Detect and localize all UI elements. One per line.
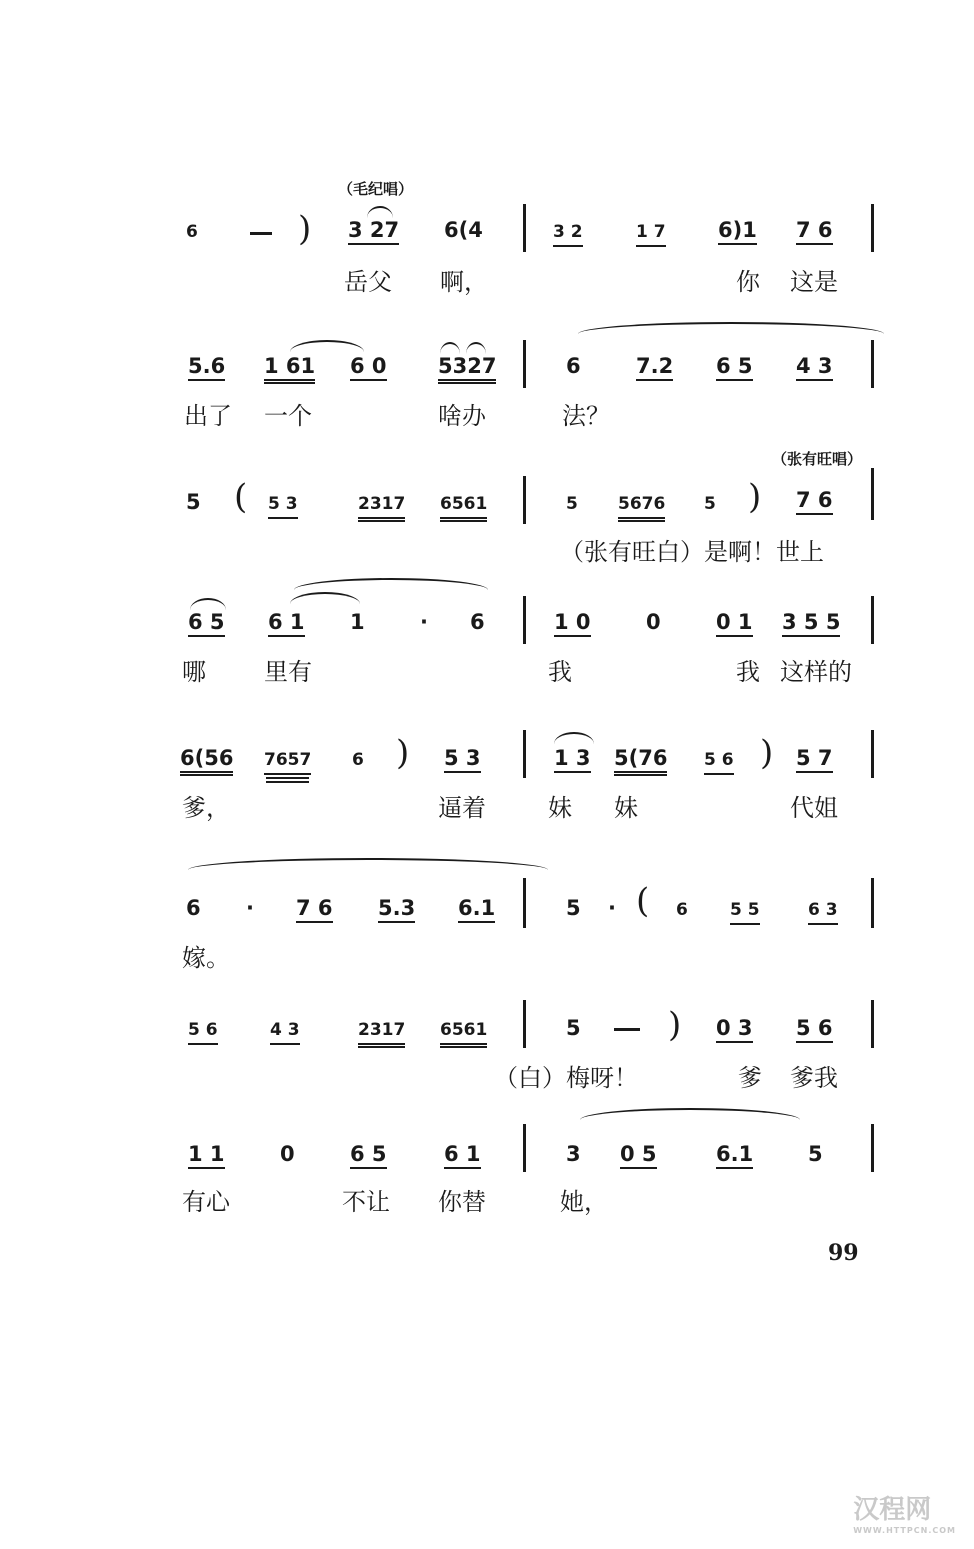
note: 1 — [350, 610, 365, 634]
bar-line — [523, 596, 526, 644]
note: 6561 — [440, 492, 487, 522]
note: 5 6 — [796, 1016, 833, 1043]
slur — [466, 342, 486, 354]
note: 3 — [566, 1142, 581, 1166]
bar-line — [871, 468, 874, 520]
paren-close: ) — [298, 209, 312, 249]
note: 0 3 — [716, 1016, 753, 1043]
note: 6(4 — [444, 218, 483, 242]
lyric: 我 — [548, 658, 572, 686]
note: 1 0 — [554, 610, 591, 637]
paren-close: ) — [760, 733, 774, 773]
lyric: 爹我 — [790, 1064, 838, 1092]
dash-sustain — [614, 1028, 640, 1031]
note: 5 — [186, 490, 201, 514]
note: 6 1 — [268, 610, 305, 637]
paren-close: ) — [748, 477, 762, 517]
note: 6 0 — [350, 354, 387, 381]
note: 3 2 — [553, 220, 583, 247]
lyric: 妹 — [614, 794, 638, 822]
note: 6 5 — [716, 354, 753, 381]
slur — [554, 732, 594, 744]
role-label-maoji: （毛纪唱） — [338, 180, 414, 198]
note: 5 7 — [796, 746, 833, 773]
bar-line — [523, 1000, 526, 1048]
note: 6 1 — [444, 1142, 481, 1169]
slur — [294, 578, 488, 590]
lyric: （白）梅呀！ — [494, 1064, 638, 1092]
note: 6 5 — [350, 1142, 387, 1169]
lyric: 你替 — [438, 1188, 486, 1216]
paren-open: ( — [636, 881, 650, 921]
note: 5 6 — [188, 1018, 218, 1045]
lyric: 这样的 — [780, 658, 852, 686]
bar-line — [871, 878, 874, 928]
lyric: 啥办 — [438, 402, 486, 430]
note: 6 — [186, 222, 198, 242]
note: 6)1 — [718, 218, 757, 245]
lyric: （张有旺白）是啊！世上 — [560, 538, 824, 566]
note: 5 — [566, 896, 581, 920]
lyric: 逼着 — [438, 794, 486, 822]
note: 0 1 — [716, 610, 753, 637]
paren-open: ( — [234, 477, 248, 517]
note: 6 5 — [188, 610, 225, 637]
lyric: 有心 — [182, 1188, 230, 1216]
bar-line — [871, 596, 874, 644]
bar-line — [523, 204, 526, 252]
note: 6.1 — [458, 896, 495, 923]
note: 1 61 — [264, 354, 315, 384]
lyric: 一个 — [264, 402, 312, 430]
lyric: 不让 — [342, 1188, 390, 1216]
note: 5676 — [618, 492, 665, 522]
lyric: 妹 — [548, 794, 572, 822]
note: 7657 — [264, 748, 311, 775]
page-number: 99 — [828, 1240, 859, 1266]
lyric: 这是 — [790, 268, 838, 296]
note: 5 — [704, 494, 716, 514]
note: 5327 — [438, 354, 496, 384]
note: 6 — [470, 610, 485, 634]
note: 7 6 — [796, 488, 833, 515]
slur — [580, 1108, 800, 1120]
bar-line — [871, 340, 874, 388]
note: 7.2 — [636, 354, 673, 381]
bar-line — [871, 1000, 874, 1048]
watermark-url: WWW.HTTPCN.COM — [853, 1526, 956, 1535]
slur — [188, 858, 548, 870]
note: 5 6 — [704, 748, 734, 775]
note: 5 — [566, 494, 578, 514]
note: 3 27 — [348, 218, 399, 245]
note: 3 5 5 — [782, 610, 840, 637]
lyric: 嫁。 — [182, 944, 230, 972]
note: 4 3 — [796, 354, 833, 381]
note: 1 7 — [636, 220, 666, 247]
note: · — [608, 896, 616, 920]
lyric: 爹， — [182, 794, 230, 822]
note: 6(56 — [180, 746, 233, 776]
note: 5 3 — [268, 492, 298, 519]
bar-line — [523, 1124, 526, 1172]
slur — [290, 592, 360, 604]
note: 6 3 — [808, 898, 838, 925]
note: 1 1 — [188, 1142, 225, 1169]
lyric: 啊， — [440, 268, 488, 296]
note: 0 — [280, 1142, 295, 1166]
bar-line — [871, 1124, 874, 1172]
lyric: 哪 — [182, 658, 206, 686]
note: 5 — [566, 1016, 581, 1040]
slur — [578, 322, 884, 334]
dash-sustain — [250, 232, 272, 235]
note: 6 — [352, 750, 364, 770]
bar-line — [523, 878, 526, 928]
lyric: 里有 — [264, 658, 312, 686]
lyric: 她， — [560, 1188, 608, 1216]
slur — [367, 206, 393, 218]
slur — [440, 342, 460, 354]
note: 6561 — [440, 1018, 487, 1048]
note: 0 5 — [620, 1142, 657, 1169]
watermark-logo — [853, 1489, 956, 1535]
note: 1 3 — [554, 746, 591, 773]
bar-line — [523, 340, 526, 388]
bar-line — [871, 730, 874, 778]
note: 0 — [646, 610, 661, 634]
note: 5(76 — [614, 746, 667, 776]
paren-close: ) — [396, 733, 410, 773]
note: 5.3 — [378, 896, 415, 923]
note: 6 — [676, 900, 688, 920]
note: · — [246, 896, 254, 920]
note: 6.1 — [716, 1142, 753, 1169]
lyric: 代姐 — [790, 794, 838, 822]
role-label-zhangyouwang: （张有旺唱） — [772, 450, 863, 468]
paren-close: ) — [668, 1005, 682, 1045]
note: 7 6 — [796, 218, 833, 245]
note: 5.6 — [188, 354, 225, 381]
note: 2317 — [358, 492, 405, 522]
note: 6 — [186, 896, 201, 920]
bar-line — [523, 476, 526, 524]
slur — [290, 340, 364, 352]
lyric: 爹 — [738, 1064, 762, 1092]
watermark-text: 汉程网 — [853, 1495, 932, 1525]
note: 4 3 — [270, 1018, 300, 1045]
lyric: 法？ — [562, 402, 610, 430]
note: · — [420, 610, 428, 634]
lyric: 你 — [736, 268, 760, 296]
bar-line — [871, 204, 874, 252]
note: 5 5 — [730, 898, 760, 925]
slur — [190, 598, 226, 610]
lyric: 岳父 — [344, 268, 392, 296]
lyric: 出了 — [184, 402, 232, 430]
bar-line — [523, 730, 526, 778]
note: 2317 — [358, 1018, 405, 1048]
note: 6 — [566, 354, 581, 378]
note: 5 3 — [444, 746, 481, 773]
note: 5 — [808, 1142, 823, 1166]
note: 7 6 — [296, 896, 333, 923]
lyric: 我 — [736, 658, 760, 686]
